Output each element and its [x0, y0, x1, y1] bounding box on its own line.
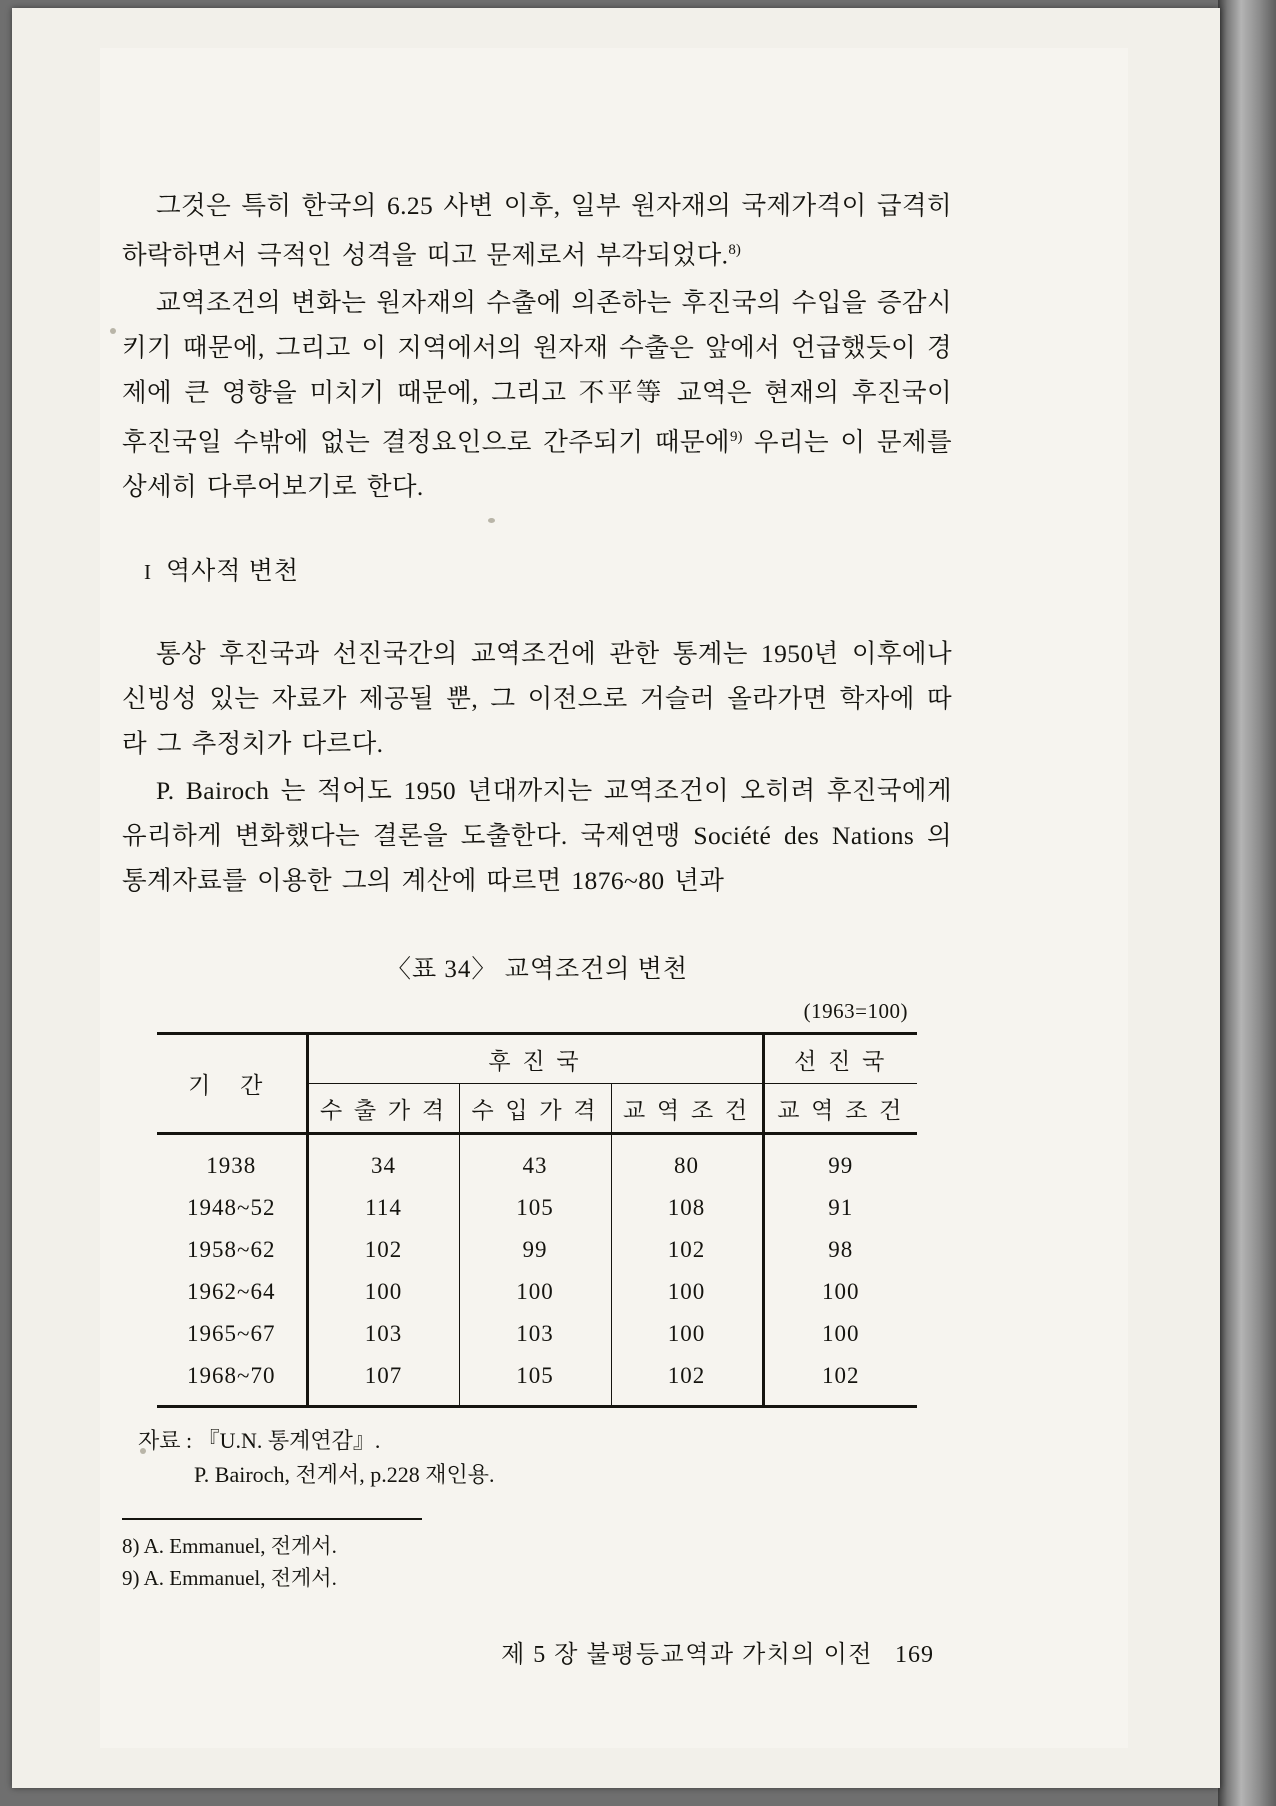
page-footer — [122, 1634, 952, 1669]
cell-period: 1968~70 — [157, 1355, 307, 1405]
cell-export-price: 114 — [307, 1187, 459, 1229]
header-developed-countries: 선 진 국 — [763, 1035, 917, 1084]
cell-import-price: 105 — [459, 1355, 611, 1405]
cell-terms-developed: 102 — [822, 1363, 860, 1388]
cell-export-price: 107 — [307, 1355, 459, 1405]
table-title: 〈표 34〉 교역조건의 변천 — [386, 956, 688, 983]
paragraph-3: 통상 후진국과 선진국간의 교역조건에 관한 통계는 1950년 이후에나 신빙성 있는 자료가 제공될 뿐, 그 이전으로 거슬러 올라가면 학자에 따라 그 추정치가 다르다. — [122, 639, 952, 758]
footnotes-block — [122, 1518, 422, 1594]
footnote-ref-8[interactable]: 8) — [728, 242, 741, 258]
section-heading — [122, 551, 952, 587]
cell-export-price: 103 — [307, 1313, 459, 1355]
table-head — [157, 1035, 917, 1134]
table-row — [157, 1229, 917, 1271]
cell-terms-developed: 100 — [822, 1279, 860, 1304]
paragraph-4: P. Bairoch 는 적어도 1950 년대까지는 교역조건이 오히려 후진국에게 유리하게 변화했다는 결론을 도출한다. 국제연맹 Société des Nations 의 통계자료를 이용한 그의 계산에 따르면 1876~80 년과 — [122, 776, 952, 895]
table-source — [138, 1424, 952, 1492]
book-page-edge — [1218, 0, 1276, 1806]
cell-terms-developing: 80 — [611, 1134, 763, 1188]
source-line-2: P. Bairoch, 전게서, p.228 재인용. — [194, 1462, 495, 1487]
cell-export-price: 100 — [307, 1271, 459, 1313]
chapter-title: 제 5 장 불평등교역과 가치의 이전 — [501, 1642, 873, 1668]
cell-terms-developing: 102 — [611, 1355, 763, 1405]
table-container — [157, 1032, 917, 1408]
cell-terms-developed: 98 — [828, 1237, 854, 1262]
table-row — [157, 1187, 917, 1229]
section-number: I — [144, 560, 152, 584]
cell-export-price: 102 — [307, 1229, 459, 1271]
paragraph-1 — [122, 183, 952, 278]
scanned-page — [12, 8, 1220, 1788]
table-unit-note: (1963=100) — [803, 999, 908, 1023]
table-row — [157, 1134, 917, 1188]
table-row — [157, 1313, 917, 1355]
cell-import-price: 99 — [459, 1229, 611, 1271]
cell-period: 1962~64 — [157, 1271, 307, 1313]
cell-period: 1948~52 — [157, 1187, 307, 1229]
table-row — [157, 1355, 917, 1405]
cell-terms-developed: 99 — [828, 1153, 854, 1178]
table-body — [157, 1134, 917, 1406]
cell-terms-developing: 102 — [611, 1229, 763, 1271]
footnote-8: 8) A. Emmanuel, 전게서. — [122, 1534, 337, 1558]
header-period: 기 간 — [157, 1035, 307, 1134]
header-developing-countries: 후 진 국 — [307, 1035, 763, 1084]
cell-period: 1965~67 — [157, 1313, 307, 1355]
page-content — [122, 183, 952, 1669]
footnote-9: 9) A. Emmanuel, 전게서. — [122, 1566, 337, 1590]
cell-period: 1958~62 — [157, 1229, 307, 1271]
source-line-1: 자료 : 『U.N. 통계연감』. — [138, 1428, 381, 1453]
terms-of-trade-table — [157, 1035, 917, 1405]
paragraph-2-text-continued: 우리는 이 문제를 상세히 다루어보기로 한다. — [122, 427, 953, 501]
cell-export-price: 34 — [307, 1134, 459, 1188]
paragraph-2-text: 교역조건의 변화는 원자재의 수출에 의존하는 후진국의 수입을 증감시키기 때문에, 그리고 이 지역에서의 원자재 수출은 앞에서 언급했듯이 경제에 큰 영향을 미치기 때문에, 그리고 不平等 교역은 현재의 후진국이 후진국일 수밖에 없는 결정요인으로 간주되기 때문에 — [122, 287, 952, 456]
table-group-header-row — [157, 1035, 917, 1084]
header-terms-developing: 교 역 조 건 — [611, 1084, 763, 1134]
scan-speck — [110, 328, 116, 334]
section-label: 역사적 변천 — [166, 558, 300, 585]
cell-period: 1938 — [157, 1134, 307, 1188]
cell-import-price: 100 — [459, 1271, 611, 1313]
header-terms-developed: 교 역 조 건 — [763, 1084, 917, 1134]
cell-import-price: 103 — [459, 1313, 611, 1355]
cell-import-price: 43 — [459, 1134, 611, 1188]
paragraph-2 — [122, 280, 952, 510]
cell-terms-developed: 100 — [822, 1321, 860, 1346]
cell-import-price: 105 — [459, 1187, 611, 1229]
header-export-price: 수 출 가 격 — [307, 1084, 459, 1134]
cell-terms-developing: 108 — [611, 1187, 763, 1229]
cell-terms-developing: 100 — [611, 1271, 763, 1313]
cell-terms-developed: 91 — [828, 1195, 854, 1220]
header-import-price: 수 입 가 격 — [459, 1084, 611, 1134]
page-number: 169 — [895, 1642, 934, 1668]
table-row — [157, 1271, 917, 1313]
paragraph-1-text: 그것은 특히 한국의 6.25 사변 이후, 일부 원자재의 국제가격이 급격히 하락하면서 극적인 성격을 띠고 문제로서 부각되었다. — [122, 191, 952, 270]
footnote-ref-9[interactable]: 9) — [729, 428, 743, 445]
cell-terms-developing: 100 — [611, 1313, 763, 1355]
